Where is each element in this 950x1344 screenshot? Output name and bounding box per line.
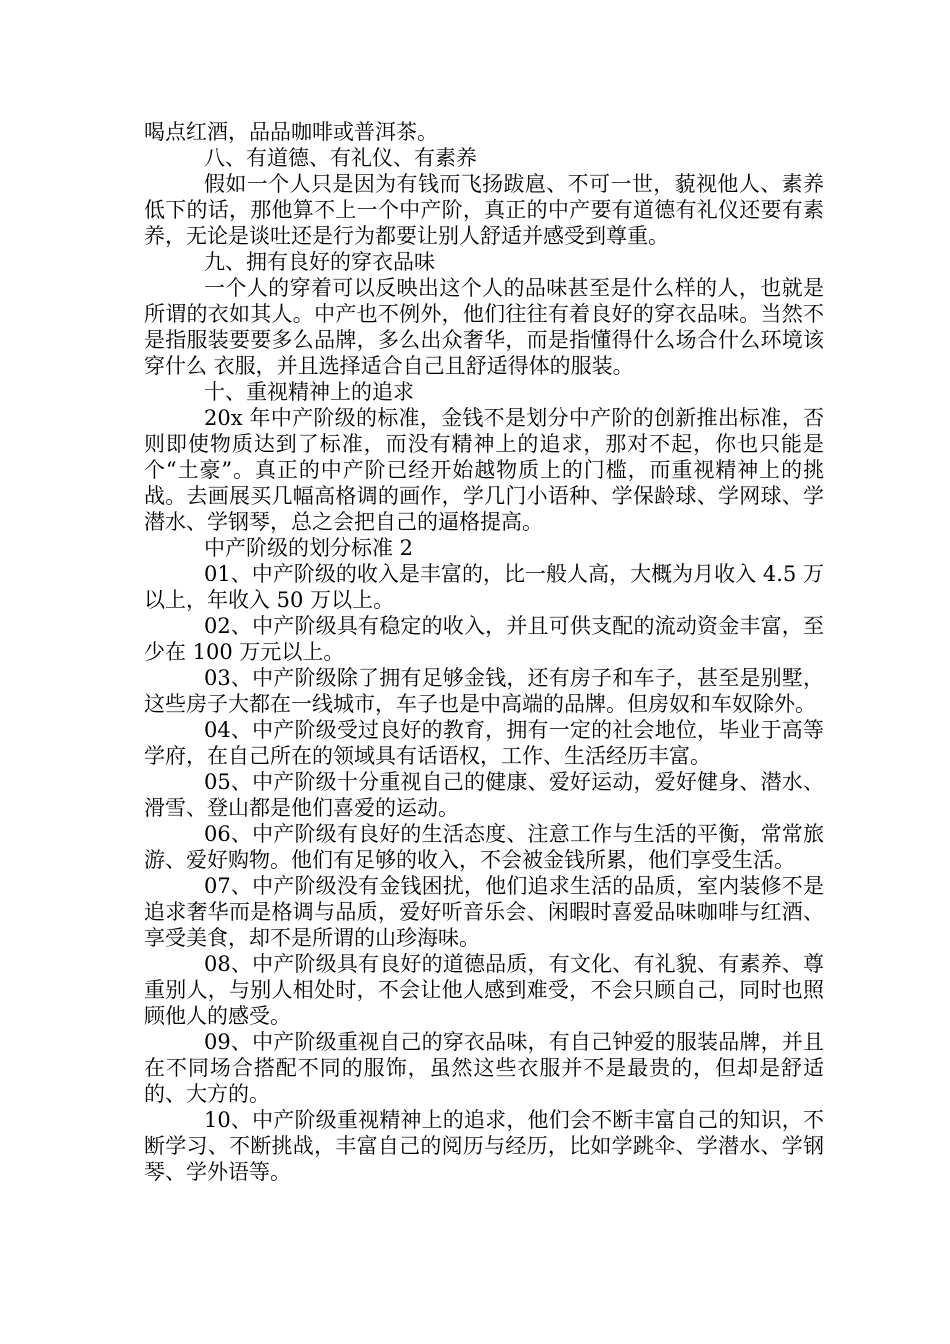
section-heading: 八、有道德、有礼仪、有素养 — [204, 146, 477, 170]
section-heading: 十、重视精神上的追求 — [204, 380, 414, 404]
list-item: 02、中产阶级具有稳定的收入，并且可供支配的流动资金丰富，至少在 100 万元以上。 — [144, 614, 824, 664]
list-item: 09、中产阶级重视自己的穿衣品味，有自己钟爱的服装品牌，并且在不同场合搭配不同的服饰，虽然这些衣服并不是最贵的，但却是舒适的、大方的。 — [144, 1030, 824, 1106]
list-item: 08、中产阶级具有良好的道德品质，有文化、有礼貌、有素养、尊重别人，与别人相处时，不会让他人感到难受，不会只顾自己，同时也照顾他人的感受。 — [144, 952, 824, 1028]
paragraph: 假如一个人只是因为有钱而飞扬跋扈、不可一世，藐视他人、素养低下的话，那他算不上一个中产阶，真正的中产要有道德有礼仪还要有素养，无论是谈吐还是行为都要让别人舒适并感受到尊重。 — [144, 172, 824, 248]
list-item: 05、中产阶级十分重视自己的健康、爱好运动，爱好健身、潜水、滑雪、登山都是他们喜爱的运动。 — [144, 770, 824, 820]
paragraph: 喝点红酒，品品咖啡或普洱茶。 — [144, 120, 438, 144]
paragraph: 一个人的穿着可以反映出这个人的品味甚至是什么样的人，也就是所谓的衣如其人。中产也不例外，他们往往有着良好的穿衣品味。当然不是指服装要要多么品牌，多么出众奢华，而是指懂得什么场合什么环境该穿什么 衣服，并且选择适合自己且舒适得体的服装。 — [144, 276, 824, 378]
list-item: 04、中产阶级受过良好的教育，拥有一定的社会地位，毕业于高等学府，在自己所在的领域具有话语权，工作、生活经历丰富。 — [144, 718, 824, 768]
paragraph: 20x 年中产阶级的标准，金钱不是划分中产阶的创新推出标准，否则即使物质达到了标准，而没有精神上的追求，那对不起，你也只能是个“土豪”。真正的中产阶已经开始越物质上的门槛，而重视精神上的挑战。去画展买几幅高格调的画作，学几门小语种、学保龄球、学网球、学潜水、学钢琴，总之会把自己的逼格提高。 — [144, 406, 824, 534]
list-item: 10、中产阶级重视精神上的追求，他们会不断丰富自己的知识，不断学习、不断挑战，丰富自己的阅历与经历，比如学跳伞、学潜水、学钢琴、学外语等。 — [144, 1108, 824, 1184]
section-heading: 九、拥有良好的穿衣品味 — [204, 250, 435, 274]
document-page — [144, 119, 824, 1185]
section-heading: 中产阶级的划分标准 2 — [204, 536, 414, 560]
list-item: 07、中产阶级没有金钱困扰，他们追求生活的品质，室内装修不是追求奢华而是格调与品质，爱好听音乐会、闲暇时喜爱品味咖啡与红酒、享受美食，却不是所谓的山珍海味。 — [144, 874, 824, 950]
list-item: 01、中产阶级的收入是丰富的，比一般人高，大概为月收入 4.5 万以上，年收入 50 万以上。 — [144, 562, 824, 612]
list-item: 06、中产阶级有良好的生活态度、注意工作与生活的平衡，常常旅游、爱好购物。他们有足够的收入，不会被金钱所累，他们享受生活。 — [144, 822, 824, 872]
list-item: 03、中产阶级除了拥有足够金钱，还有房子和车子，甚至是别墅，这些房子大都在一线城市，车子也是中高端的品牌。但房奴和车奴除外。 — [144, 666, 824, 716]
